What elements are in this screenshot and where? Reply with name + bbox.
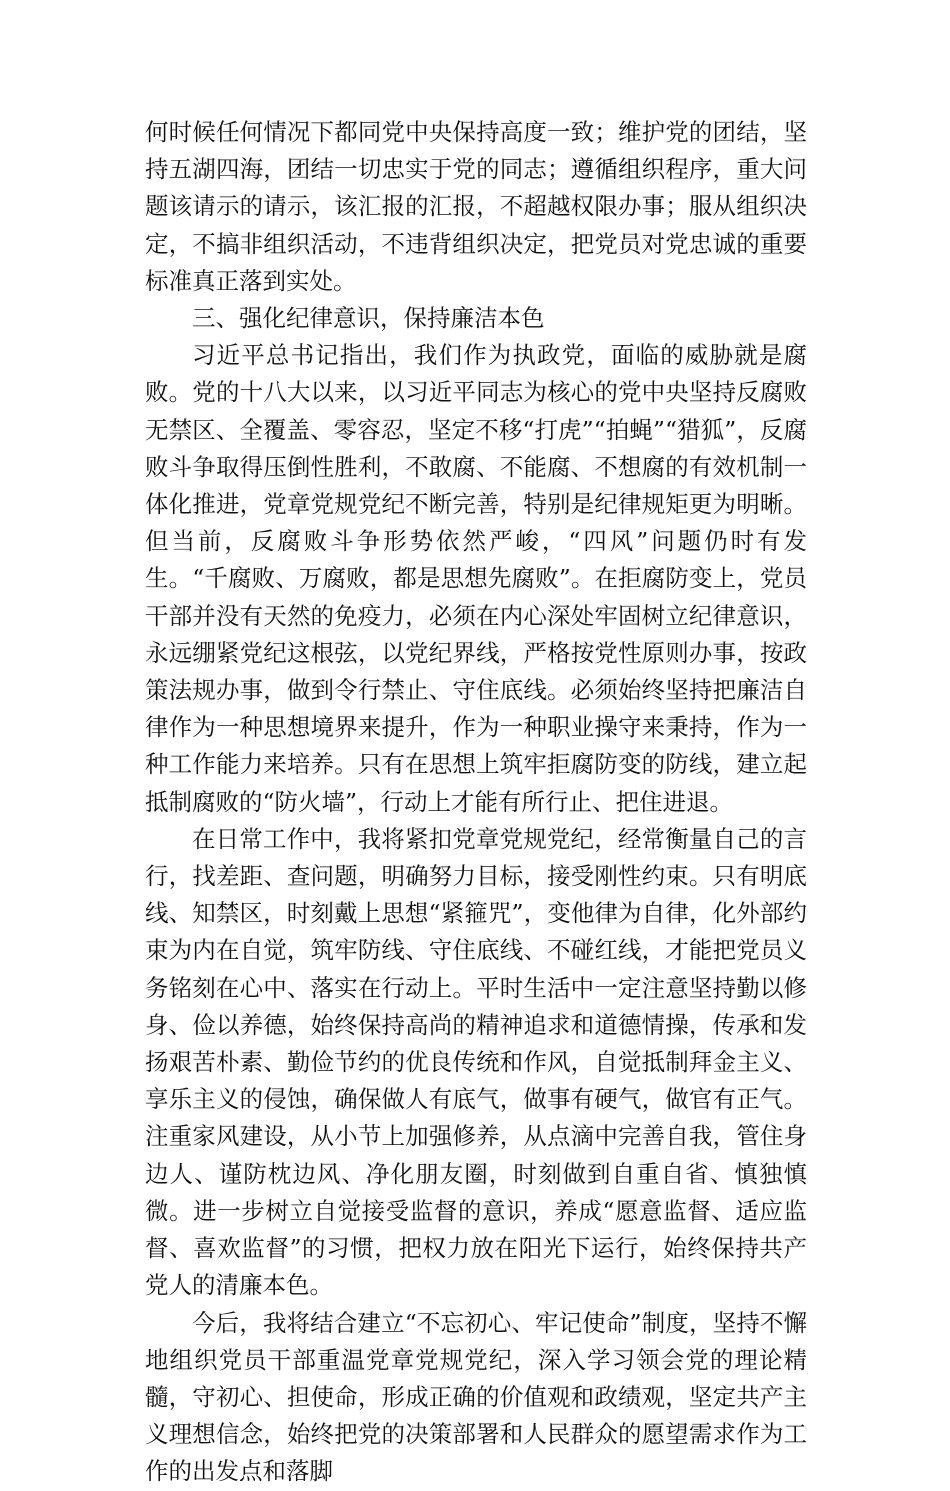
paragraph-continued: 何时候任何情况下都同党中央保持高度一致；维护党的团结，坚持五湖四海，团结一切忠实于党的同志；遵循组织程序，重大问题该请示的请示，该汇报的汇报，不超越权限办事；服从组织决定，不搞非组织活动，不违背组织决定，把党员对党忠诚的重要标准真正落到实处。 xyxy=(145,118,807,295)
paragraph: 今后，我将结合建立“不忘初心、牢记使命”制度，坚持不懈地组织党员干部重温党章党规党纪，深入学习领会党的理论精髓，守初心、担使命，形成正确的价值观和政绩观，坚定共产主义理想信念，始终把党的决策部署和人民群众的愿望需求作为工作的出发点和落脚 xyxy=(145,1308,807,1486)
paragraph: 习近平总书记指出，我们作为执政党，面临的威胁就是腐败。党的十八大以来，以习近平同志为核心的党中央坚持反腐败无禁区、全覆盖、零容忍，坚定不移“打虎”“拍蝇”“猎狐”，反腐败斗争取得压倒性胜利，不敢腐、不能腐、不想腐的有效机制一体化推进，党章党规党纪不断完善，特别是纪律规矩更为明晰。但当前，反腐败斗争形势依然严峻，“四风”问题仍时有发生。“千腐败、万腐败，都是思想先腐败”。在拒腐防变上，党员干部并没有天然的免疫力，必须在内心深处牢固树立纪律意识，永远绷紧党纪这根弦，以党纪界线，严格按党性原则办事，按政策法规办事，做到令行禁止、守住底线。必须始终坚持把廉洁自律作为一种思想境界来提升，作为一种职业操守来秉持，作为一种工作能力来培养。只有在思想上筑牢拒腐防变的防线，建立起抵制腐败的“防火墙”，行动上才能有所行止、把住进退。 xyxy=(145,341,807,816)
document-body xyxy=(145,114,807,1491)
paragraph: 在日常工作中，我将紧扣党章党规党纪，经常衡量自己的言行，找差距、查问题，明确努力目标，接受刚性约束。只有明底线、知禁区，时刻戴上思想“紧箍咒”，变他律为自律，化外部约束为内在自觉，筑牢防线、守住底线、不碰红线，才能把党员义务铭刻在心中、落实在行动上。平时生活中一定注意坚持勤以修身、俭以养德，始终保持高尚的精神追求和道德情操，传承和发扬艰苦朴素、勤俭节约的优良传统和作风，自觉抵制拜金主义、享乐主义的侵蚀，确保做人有底气，做事有硬气，做官有正气。注重家风建设，从小节上加强修养，从点滴中完善自我，管住身边人、谨防枕边风、净化朋友圈，时刻做到自重自省、慎独慎微。进一步树立自觉接受监督的意识，养成“愿意监督、适应监督、喜欢监督”的习惯，把权力放在阳光下运行，始终保持共产党人的清廉本色。 xyxy=(145,824,807,1300)
section-heading: 三、强化纪律意识，保持廉洁本色 xyxy=(192,304,545,333)
